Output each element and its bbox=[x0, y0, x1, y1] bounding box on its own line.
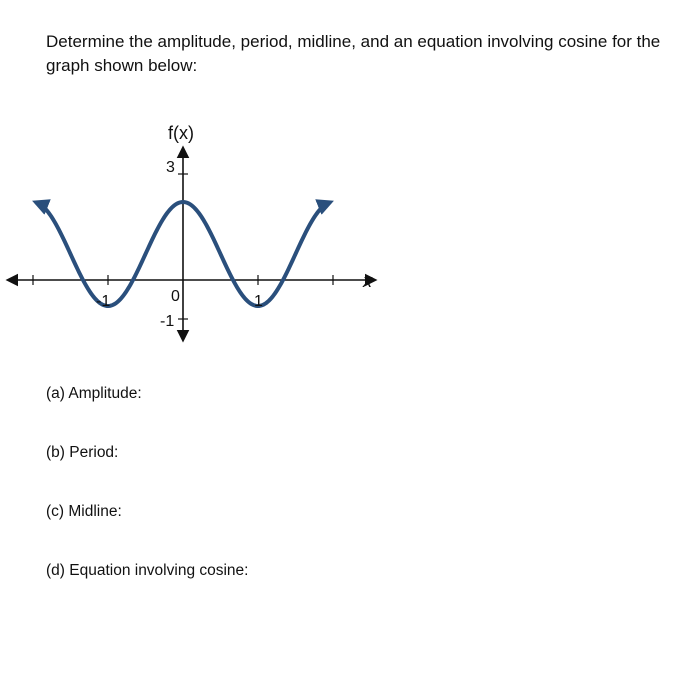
question-period: (b) Period: bbox=[46, 444, 119, 461]
x-tick-label-left: -1 bbox=[96, 293, 111, 310]
x-axis-label: x bbox=[363, 271, 372, 291]
question-equation: (d) Equation involving cosine: bbox=[46, 562, 249, 579]
y-axis-label: f(x) bbox=[168, 123, 194, 143]
origin-label: 0 bbox=[171, 288, 180, 305]
y-tick-label-top: 3 bbox=[166, 159, 175, 176]
question-midline: (c) Midline: bbox=[46, 503, 122, 520]
problem-prompt: Determine the amplitude, period, midline, and an equation involving cosine for the graph shown below: bbox=[46, 32, 661, 75]
question-amplitude: (a) Amplitude: bbox=[46, 385, 142, 402]
function-graph bbox=[0, 110, 700, 360]
x-tick-label-right: 1 bbox=[254, 293, 263, 310]
y-tick-label-bottom: -1 bbox=[160, 313, 175, 330]
